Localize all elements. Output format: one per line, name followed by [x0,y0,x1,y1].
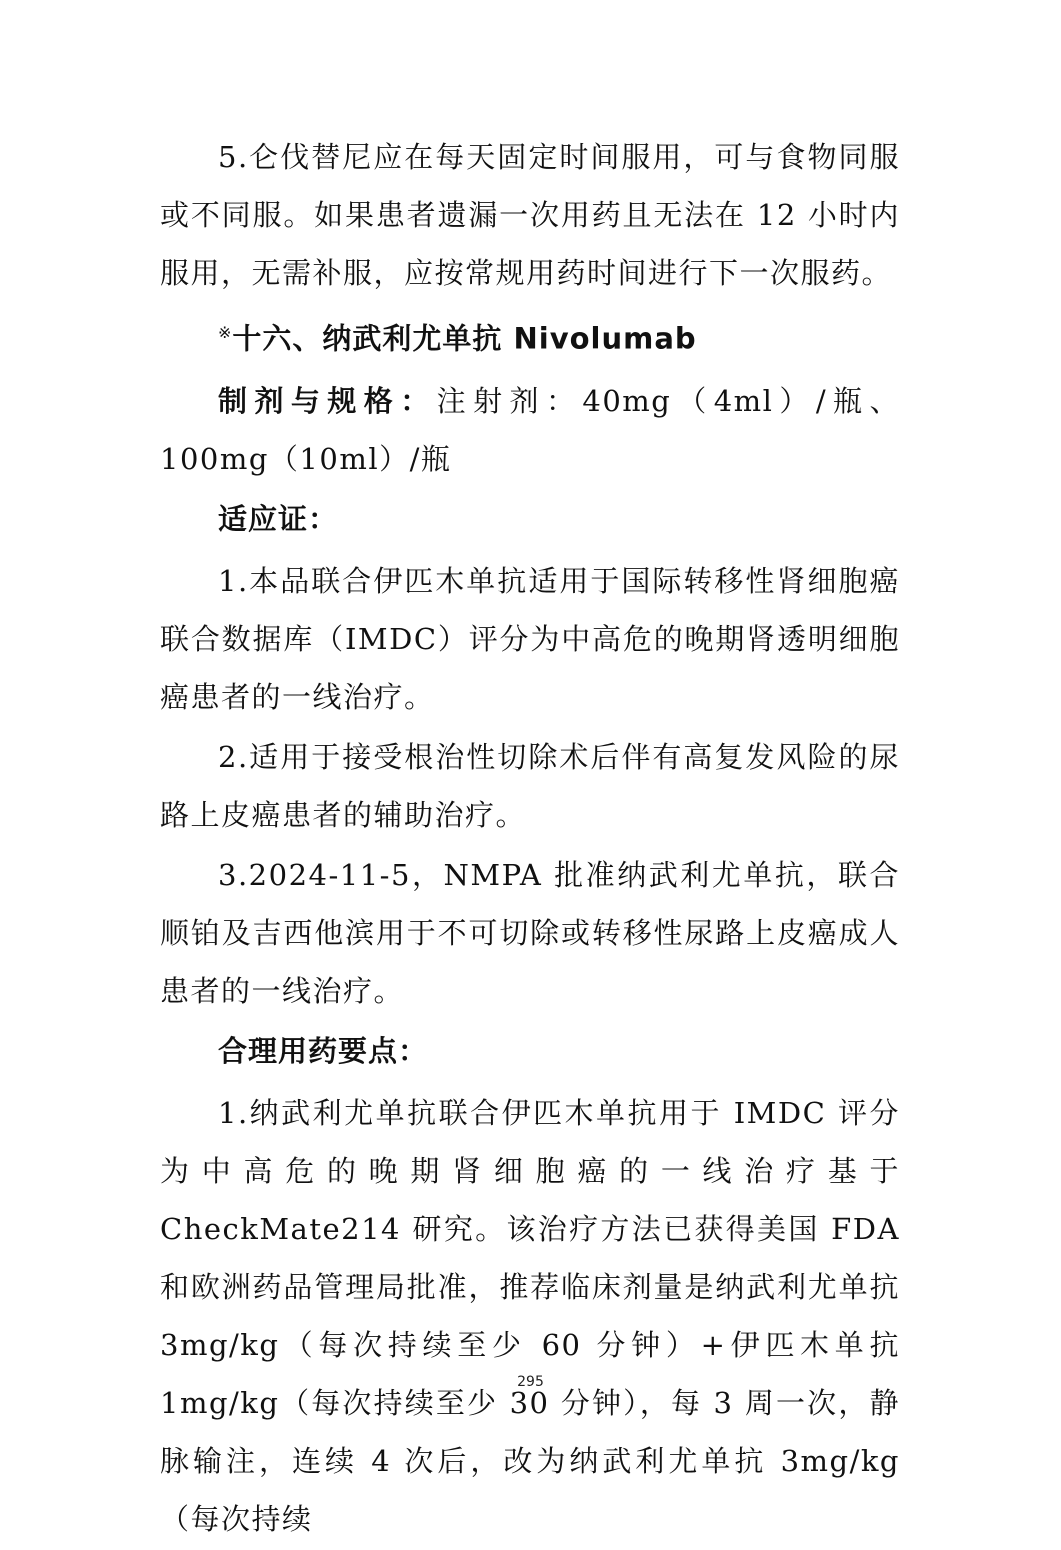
section-title-text: 十六、纳武利尤单抗 Nivolumab [232,321,697,356]
indication-1: 1.本品联合伊匹木单抗适用于国际转移性肾细胞癌联合数据库（IMDC）评分为中高危的晚期肾透明细胞癌患者的一线治疗。 [160,563,900,714]
indication-3: 3.2024-11-5，NMPA 批准纳武利尤单抗，联合顺铂及吉西他滨用于不可切除或转移性尿路上皮癌成人患者的一线治疗。 [160,857,900,1008]
rational-use-1: 1.纳武利尤单抗联合伊匹木单抗用于 IMDC 评分为中高危的晚期肾细胞癌的一线治疗基于 CheckMate214 研究。该治疗方法已获得美国 FDA 和欧洲药品管理局批准，推荐临床剂量是纳武利尤单抗 3mg/kg（每次持续至少 60 分钟）+伊匹木单抗 1mg/kg（每次持续至少 30 分钟），每 3 周一次，静脉输注，连续 4 次后，改为纳武利尤单抗 3mg/kg（每次持续 [160,1095,900,1536]
section-title [160,304,900,368]
section-mark: ※ [218,323,233,342]
page-number: 295 [517,1374,544,1390]
indication-2: 2.适用于接受根治性切除术后伴有高复发风险的尿路上皮癌患者的辅助治疗。 [160,739,900,832]
indications-label: 适应证： [218,501,339,536]
spec-paragraph [160,372,900,488]
rational-use-label: 合理用药要点： [218,1033,429,1068]
spec-text: 注射剂：40mg（4ml）/瓶、100mg（10ml）/瓶 [160,383,900,476]
paragraph-item5: 5.仑伐替尼应在每天固定时间服用，可与食物同服或不同服。如果患者遗漏一次用药且无法在 12 小时内服用，无需补服，应按常规用药时间进行下一次服药。 [160,140,900,290]
spec-label: 制剂与规格： [218,383,437,418]
document-body [160,128,900,1550]
